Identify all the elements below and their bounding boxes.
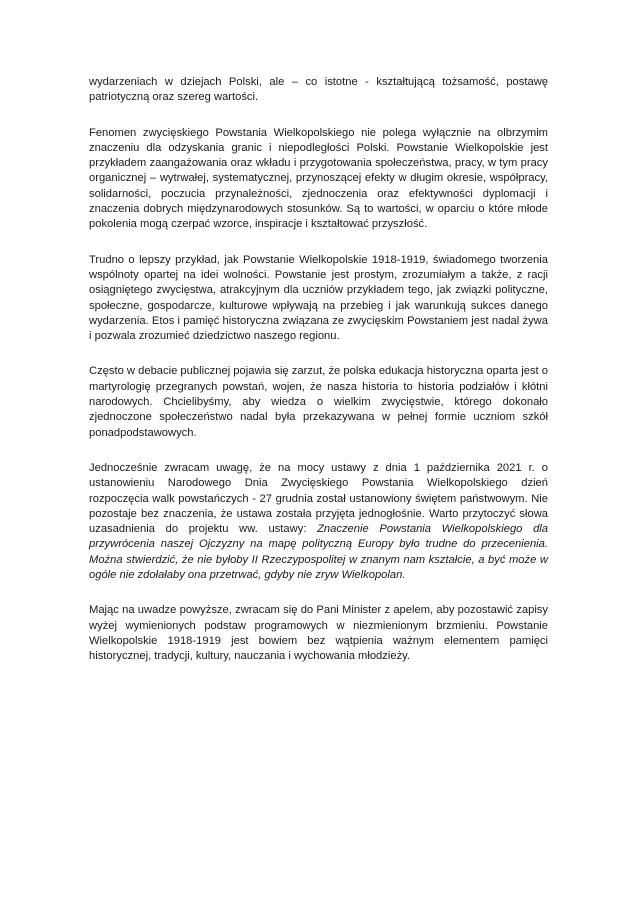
- paragraph-2: [89, 126, 548, 233]
- paragraph-2-text: Fenomen zwycięskiego Powstania Wielkopolskiego nie polega wyłącznie na olbrzymim znaczeniu dla odzyskania granic i niepodległości Polski. Powstanie Wielkopolskie jest przykładem zaangażowania oraz wkładu i przygotowania społeczeństwa, pracy, w tym pracy organicznej – wytrwałej, systematycznej, przynoszącej efekty w długim okresie, współpracy, solidarności, poczucia przynależności, zjednoczenia oraz efektywności dyplomacji i znaczenia dobrych międzynarodowych stosunków. Są to wartości, w oparciu o które młode pokolenia mogą czerpać wzorce, inspiracje i kształtować przyszłość.: [89, 126, 548, 231]
- paragraph-1: [89, 75, 548, 106]
- paragraph-6: [89, 603, 548, 664]
- paragraph-1-text: wydarzeniach w dziejach Polski, ale – co istotne - kształtującą tożsamość, postawę patriotyczną oraz szereg wartości.: [89, 76, 548, 104]
- paragraph-3: [89, 253, 548, 345]
- paragraph-3-text: Trudno o lepszy przykład, jak Powstanie Wielkopolskie 1918-1919, świadomego tworzenia wspólnoty opartej na idei wolności. Powstanie jest prostym, zrozumiałym a także, z racji osiągniętego zwycięstwa, atrakcyjnym dla uczniów przykładem tego, jak związki polityczne, społeczne, gospodarcze, kulturowe wpływają na przebieg i jak warunkują sukces danego wydarzenia. Etos i pamięć historyczna związana ze zwycięskim Powstaniem jest nadal żywa i pozwala zrozumieć dziedzictwo naszego regionu.: [89, 253, 548, 343]
- paragraph-5: [89, 461, 548, 583]
- paragraph-4-text: Często w debacie publicznej pojawia się zarzut, że polska edukacja historyczna oparta jest o martyrologię przegranych powstań, wojen, że nasza historia to historia podziałów i kłótni narodowych. Chcielibyśmy, aby wiedza o wielkim zwycięstwie, którego dokonało zjednoczone społeczeństwo nadal była przekazywana w pełnej formie uczniom szkół ponadpodstawowych.: [89, 365, 548, 439]
- paragraph-4: [89, 364, 548, 440]
- paragraph-5-text: Jednocześnie zwracam uwagę, że na mocy ustawy z dnia 1 października 2021 r. o ustanowieniu Narodowego Dnia Zwycięskiego Powstania Wielkopolskiego dzień rozpoczęcia walk powstańczych - 27 grudnia został ustanowiony świętem państwowym. Nie pozostaje bez znaczenia, że ustawa została przyjęta jednogłośnie. Warto przytoczyć słowa uzasadnienia do projektu ww. ustawy:: [89, 461, 548, 536]
- paragraph-5-quote: Znaczenie Powstania Wielkopolskiego dla przywrócenia naszej Ojczyzny na mapę polityczną Europy było trudne do przecenienia. Można stwierdzić, że nie byłoby II Rzeczypospolitej w znanym nam kształcie, a być może w ogóle nie zdołałaby ona przetrwać, gdyby nie zryw Wielkopolan.: [89, 523, 548, 582]
- paragraph-6-text: Mając na uwadze powyższe, zwracam się do Pani Minister z apelem, aby pozostawić zapisy wyżej wymienionych podstaw programowych w niezmienionym brzmieniu. Powstanie Wielkopolskie 1918-1919 jest bowiem bez wątpienia ważnym elementem pamięci historycznej, tradycji, kultury, nauczania i wychowania młodzieży.: [89, 604, 548, 663]
